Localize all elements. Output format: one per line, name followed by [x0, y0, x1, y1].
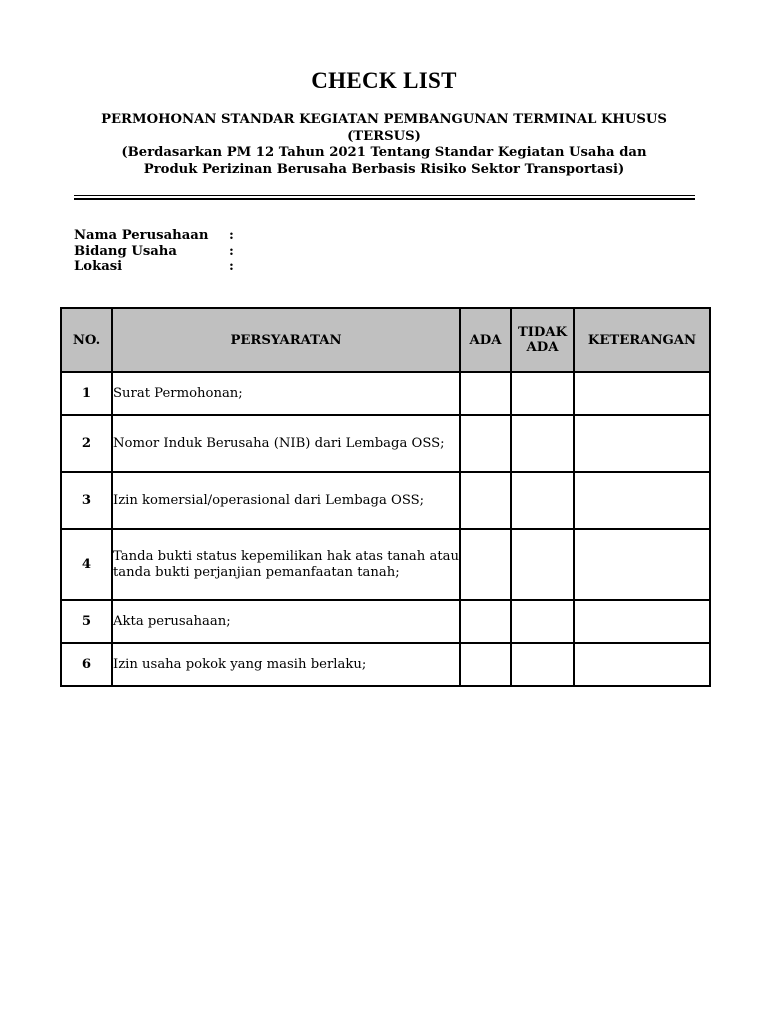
ada-cell[interactable]	[460, 600, 511, 643]
tidak-ada-cell[interactable]	[511, 472, 574, 529]
row-number: 5	[61, 600, 112, 643]
tidak-ada-cell[interactable]	[511, 372, 574, 415]
company-name-label: Nama Perusahaan	[74, 228, 209, 243]
location-label: Lokasi	[74, 259, 123, 275]
row-requirement: Izin komersial/operasional dari Lembaga OSS;	[112, 472, 460, 529]
keterangan-cell[interactable]	[574, 600, 710, 643]
document-title: CHECK LIST	[311, 68, 457, 93]
table-row	[61, 372, 710, 415]
ada-cell[interactable]	[460, 415, 511, 472]
table-row	[61, 472, 710, 529]
row-requirement: Nomor Induk Berusaha (NIB) dari Lembaga OSS;	[112, 415, 460, 472]
business-field-label: Bidang Usaha	[74, 243, 177, 259]
header-keterangan: KETERANGAN	[574, 308, 710, 372]
row-number: 4	[61, 529, 112, 600]
header-ada: ADA	[460, 308, 511, 372]
row-requirement: Tanda bukti status kepemilikan hak atas tanah atau tanda bukti perjanjian pemanfaatan tanah;	[112, 529, 460, 600]
header-no: NO.	[61, 308, 112, 372]
row-number: 6	[61, 643, 112, 686]
ada-cell[interactable]	[460, 643, 511, 686]
keterangan-cell[interactable]	[574, 529, 710, 600]
table-row	[61, 529, 710, 600]
row-requirement: Izin usaha pokok yang masih berlaku;	[112, 643, 460, 686]
tidak-ada-cell[interactable]	[511, 600, 574, 643]
table-row	[61, 643, 710, 686]
row-number: 2	[61, 415, 112, 472]
ada-cell[interactable]	[460, 529, 511, 600]
header-divider-thick	[74, 198, 695, 200]
tidak-ada-cell[interactable]	[511, 643, 574, 686]
keterangan-cell[interactable]	[574, 415, 710, 472]
tidak-ada-cell[interactable]	[511, 415, 574, 472]
subtitle-line-4: Produk Perizinan Berusaha Berbasis Risiko Sektor Transportasi)	[143, 161, 625, 177]
subtitle-line-2: (TERSUS)	[347, 128, 421, 144]
document-subtitle	[60, 112, 708, 178]
business-field-colon: :	[229, 243, 234, 259]
header-divider-thin	[74, 195, 695, 196]
table-row	[61, 600, 710, 643]
subtitle-line-1: PERMOHONAN STANDAR KEGIATAN PEMBANGUNAN TERMINAL KHUSUS	[101, 112, 667, 127]
table-row	[61, 415, 710, 472]
header-tidak-ada-line-1: TIDAK	[517, 325, 568, 340]
header-tidak-ada-line-2: ADA	[526, 340, 559, 355]
subtitle-line-3: (Berdasarkan PM 12 Tahun 2021 Tentang Standar Kegiatan Usaha dan	[121, 145, 647, 160]
header-tidak-ada	[511, 308, 574, 372]
row-number: 1	[61, 372, 112, 415]
row-requirement: Akta perusahaan;	[112, 600, 460, 643]
keterangan-cell[interactable]	[574, 643, 710, 686]
tidak-ada-cell[interactable]	[511, 529, 574, 600]
ada-cell[interactable]	[460, 372, 511, 415]
company-name-colon: :	[229, 228, 234, 243]
row-number: 3	[61, 472, 112, 529]
requirements-checklist-table	[60, 307, 711, 687]
row-requirement: Surat Permohonan;	[112, 372, 460, 415]
table-header-row	[61, 308, 710, 372]
keterangan-cell[interactable]	[574, 472, 710, 529]
keterangan-cell[interactable]	[574, 372, 710, 415]
ada-cell[interactable]	[460, 472, 511, 529]
header-persyaratan: PERSYARATAN	[112, 308, 460, 372]
location-colon: :	[229, 259, 234, 275]
